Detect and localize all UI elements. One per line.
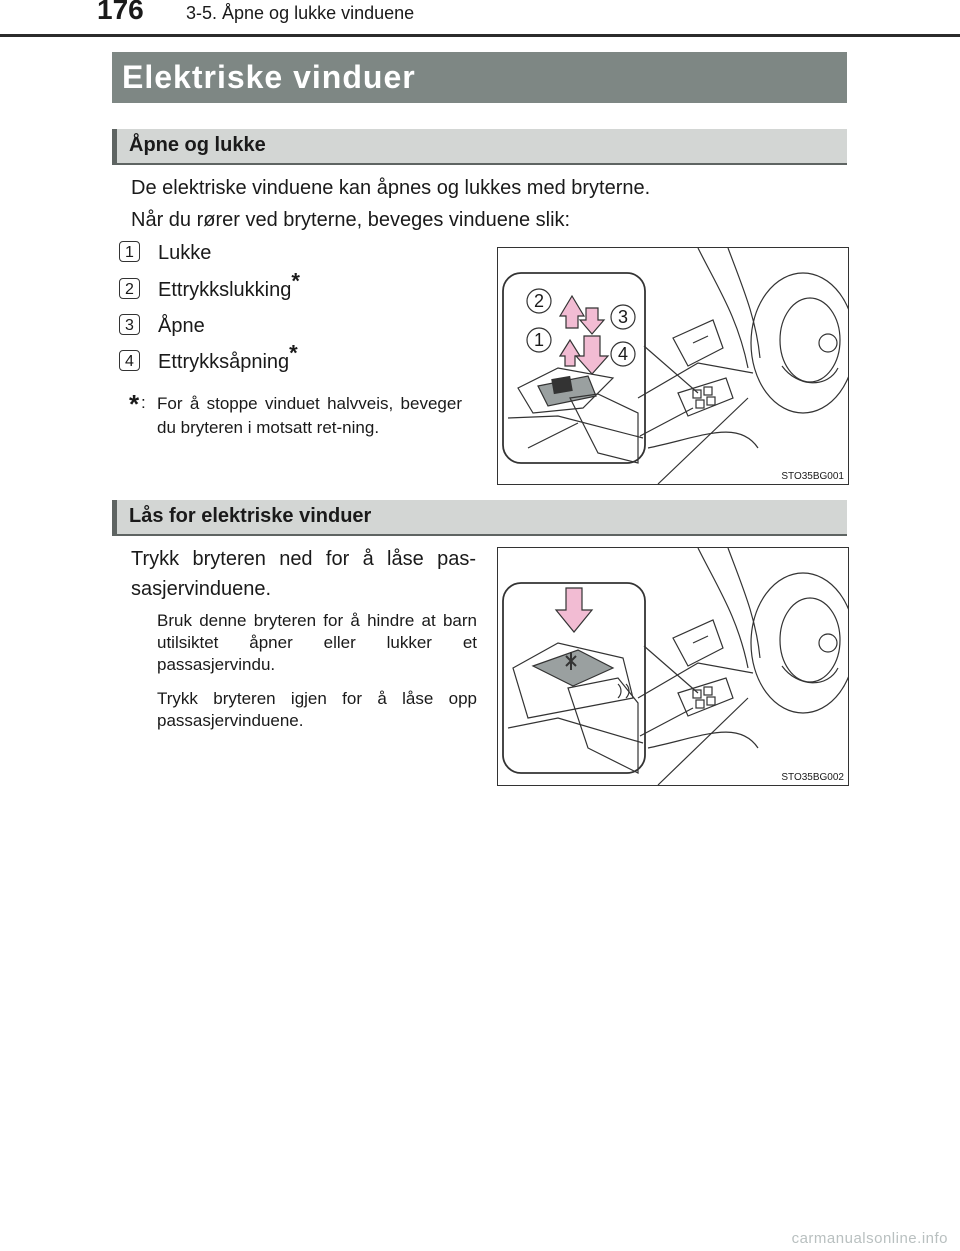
section-underline xyxy=(112,534,847,536)
footnote-star: * xyxy=(289,340,298,366)
section-marker xyxy=(112,500,117,534)
watermark: carmanualsonline.info xyxy=(791,1230,948,1247)
lock-note-unlock: Trykk bryteren igjen for å låse opp passasjervinduene. xyxy=(157,689,477,730)
window-switch-figure xyxy=(497,247,849,485)
list-item-one-touch-open xyxy=(158,340,298,374)
main-title: Elektriske vinduer xyxy=(122,59,416,95)
callout-1: 1 xyxy=(533,330,545,350)
window-lock-figure xyxy=(497,547,849,786)
footnote-marker: * xyxy=(129,389,140,419)
list-item-label: Ettrykkslukking xyxy=(158,279,292,301)
footnote-text: For å stoppe vinduet halvveis, beveger du bryteren i motsatt ret-ning. xyxy=(157,394,462,437)
callout-4: 4 xyxy=(617,344,629,364)
list-item-label: Ettrykksåpning xyxy=(158,351,290,373)
section-underline xyxy=(112,163,847,165)
section-heading: Lås for elektriske vinduer xyxy=(129,505,372,527)
figure-code: STO35BG001 xyxy=(781,471,844,482)
footnote-colon: : xyxy=(141,393,146,412)
list-item-open xyxy=(158,315,205,338)
section-header-open-close xyxy=(112,129,847,163)
window-switch-illustration xyxy=(498,248,848,484)
list-number-3: 3 xyxy=(119,314,140,335)
section-marker xyxy=(112,129,117,163)
lock-note-child-safety: Bruk denne bryteren for å hindre at barn utilsiktet åpner eller lukker et passasjervindu. xyxy=(157,611,477,674)
list-number-1: 1 xyxy=(119,241,140,262)
list-item-one-touch-close xyxy=(158,268,300,302)
list-number-4: 4 xyxy=(119,350,140,371)
header-divider xyxy=(0,34,960,37)
footnote-star: * xyxy=(291,268,300,294)
window-lock-illustration xyxy=(498,548,848,785)
main-title-bar xyxy=(112,52,847,103)
intro-text-line1: De elektriske vinduene kan åpnes og lukkes med bryterne. xyxy=(131,177,651,199)
callout-3: 3 xyxy=(617,307,629,327)
figure-code: STO35BG002 xyxy=(781,772,844,783)
list-number-2: 2 xyxy=(119,278,140,299)
list-item-label: Åpne xyxy=(158,315,205,337)
list-item-close xyxy=(158,242,211,265)
intro-text-line2: Når du rører ved bryterne, beveges vinduene slik: xyxy=(131,209,571,231)
section-header-window-lock xyxy=(112,500,847,534)
lock-instruction: Trykk bryteren ned for å låse pas-sasjervinduene. xyxy=(131,548,476,600)
header-title: 3-5. Åpne og lukke vinduene xyxy=(186,3,415,23)
list-item-label: Lukke xyxy=(158,242,212,264)
page-number: 176 xyxy=(97,0,144,25)
section-heading: Åpne og lukke xyxy=(129,134,266,156)
callout-2: 2 xyxy=(533,291,545,311)
